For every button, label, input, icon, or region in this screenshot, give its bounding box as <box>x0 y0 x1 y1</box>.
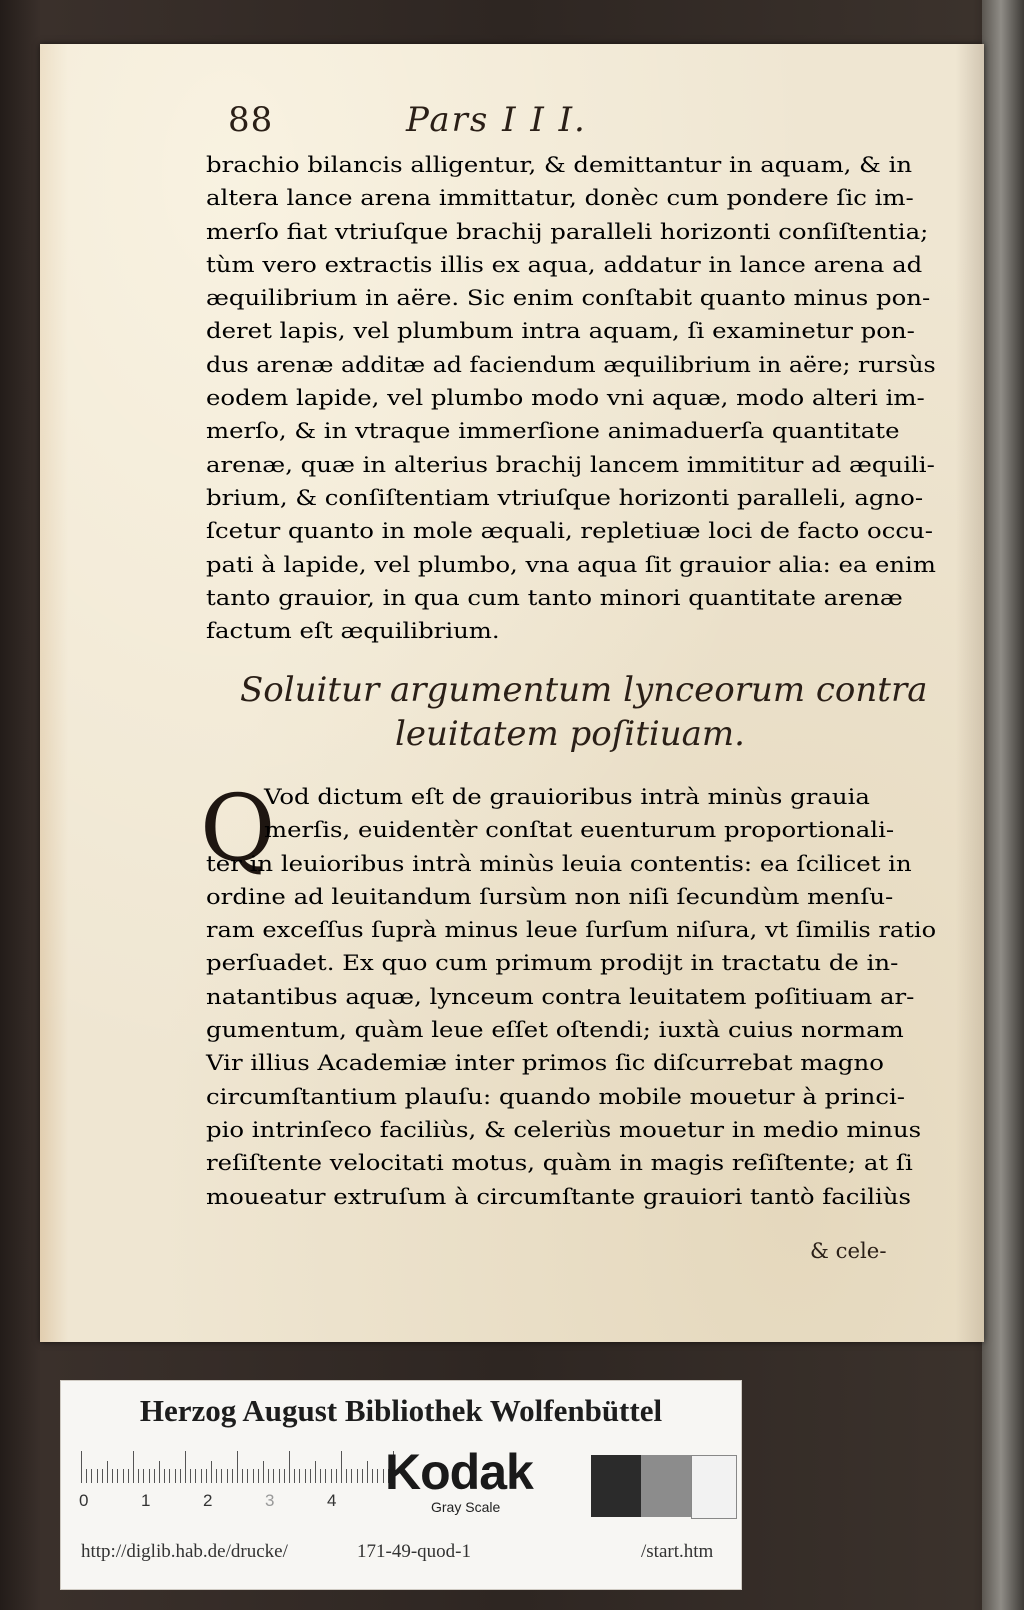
ruler-tick <box>377 1469 378 1483</box>
swatch-light <box>691 1455 737 1519</box>
running-head: Pars I I I. <box>406 100 587 140</box>
scale-number-4: 4 <box>327 1491 337 1510</box>
ruler-tick <box>227 1469 228 1483</box>
ruler-tick <box>112 1469 113 1483</box>
paragraph-2-line: ter in leuioribus intrà minùs leuia contentis: ea ſcilicet in <box>206 850 912 876</box>
ruler-tick <box>325 1469 326 1483</box>
ruler-tick <box>362 1469 363 1483</box>
paragraph-2 <box>206 780 936 1213</box>
ruler-tick <box>206 1469 207 1483</box>
ruler-tick <box>123 1469 124 1483</box>
ruler-tick <box>268 1469 269 1483</box>
heading-line-1: Soluitur argumentum lynceorum contra <box>240 670 928 710</box>
ruler-tick <box>154 1469 155 1483</box>
ruler-tick <box>133 1451 134 1483</box>
ruler-tick <box>299 1469 300 1483</box>
paragraph-2-line: natantibus aquæ, lynceum contra leuitatem poſitiuam ar- <box>206 983 915 1009</box>
paragraph-1-line: pati à lapide, vel plumbo, vna aqua ſit grauior alia: ea enim <box>206 551 936 577</box>
ruler-tick <box>185 1451 186 1483</box>
ruler-tick <box>336 1469 337 1483</box>
scale-number-0: 0 <box>79 1491 89 1510</box>
ruler-tick <box>237 1451 238 1483</box>
paragraph-1-line: arenæ, quæ in alterius brachij lancem immititur ad æquili- <box>206 451 935 477</box>
paragraph-1-line: tùm vero extractis illis ex aqua, addatur in lance arena ad <box>206 251 923 277</box>
ruler-tick <box>164 1469 165 1483</box>
ruler-tick <box>372 1469 373 1483</box>
ruler-tick <box>346 1469 347 1483</box>
paragraph-1-line: ſcetur quanto in mole æquali, repletiuæ loci de facto occu- <box>206 518 933 544</box>
scale-number-3: 3 <box>265 1491 275 1510</box>
ruler-tick <box>315 1461 316 1483</box>
paragraph-2-line: circumſtantium plauſu: quando mobile mouetur à princi- <box>206 1083 906 1109</box>
section-heading <box>240 668 928 756</box>
ruler-tick <box>91 1469 92 1483</box>
paragraph-2-line: reſiſtente velocitati motus, quàm in magis reſiſtente; at ſi <box>206 1150 913 1176</box>
ruler-tick <box>86 1469 87 1483</box>
ruler-tick <box>357 1469 358 1483</box>
paragraph-2-line: ordine ad leuitandum ſursùm non niſi ſecundùm menſu- <box>206 883 894 909</box>
paragraph-1-line: brachio bilancis alligentur, & demittantur in aquam, & in <box>206 152 913 177</box>
page-edge-right <box>982 0 1024 1610</box>
ruler-tick <box>221 1469 222 1483</box>
ruler-tick <box>232 1469 233 1483</box>
paragraph-1-line: merſo fiat vtriuſque brachij paralleli horizonti conſiſtentia; <box>206 218 929 244</box>
paragraph-2-line: ram exceſſus ſuprà minus leue ſurſum niſura, vt ſimilis ratio <box>206 917 937 943</box>
ruler-tick <box>180 1469 181 1483</box>
ruler-tick <box>159 1461 160 1483</box>
paragraph-2-line: gumentum, quàm leue eſſet oſtendi; iuxtà cuius normam <box>206 1017 904 1043</box>
ruler-tick <box>117 1469 118 1483</box>
ruler-tick <box>175 1469 176 1483</box>
ruler-tick <box>383 1469 384 1483</box>
scale-number-1: 1 <box>141 1491 151 1510</box>
ruler-tick <box>253 1469 254 1483</box>
gray-scale-label: Gray Scale <box>431 1499 501 1515</box>
ruler-tick <box>169 1469 170 1483</box>
library-name: Herzog August Bibliothek Wolfenbüttel <box>139 1393 663 1428</box>
drop-cap: Q <box>200 775 276 882</box>
paragraph-2-line: moueatur extruſum à circumſtante grauiori tantò faciliùs <box>206 1183 912 1209</box>
ruler-tick <box>97 1469 98 1483</box>
url-end: /start.htm <box>641 1541 714 1562</box>
ruler-tick <box>143 1469 144 1483</box>
ruler-tick <box>149 1469 150 1483</box>
ruler-scale <box>81 1451 411 1483</box>
paragraph-1-line: merſo, & in vtraque immerſione animaduerſa quantitate <box>206 418 900 444</box>
paragraph-1-line: æquilibrium in aëre. Sic enim conſtabit quanto minus pon- <box>206 285 931 311</box>
ruler-tick <box>216 1469 217 1483</box>
ruler-tick <box>107 1461 108 1483</box>
paragraph-1-line: eodem lapide, vel plumbo modo vni aquæ, modo alteri im- <box>206 385 925 411</box>
ruler-tick <box>263 1461 264 1483</box>
scale-number-2: 2 <box>203 1491 213 1510</box>
paragraph-1-line: deret lapis, vel plumbum intra aquam, ſi examinetur pon- <box>206 318 915 344</box>
ruler-tick <box>201 1469 202 1483</box>
paragraph-1-line: tanto grauior, in qua cum tanto minori quantitate arenæ <box>206 584 903 610</box>
paragraph-2-line: pio intrinſeco faciliùs, & celeriùs mouetur in medio minus <box>206 1116 922 1142</box>
paragraph-2-line: Vod dictum eſt de grauioribus intrà minùs grauia <box>264 784 870 809</box>
ruler-tick <box>247 1469 248 1483</box>
paragraph-2-line: Vir illius Academiæ inter primos ſic diſcurrebat magno <box>206 1050 884 1076</box>
ruler-tick <box>102 1469 103 1483</box>
ruler-tick <box>310 1469 311 1483</box>
ruler-tick <box>279 1469 280 1483</box>
ruler-tick <box>128 1469 129 1483</box>
catchword: & cele- <box>810 1238 887 1263</box>
folio-number: 88 <box>228 100 274 140</box>
ruler-tick <box>211 1461 212 1483</box>
ruler-tick <box>341 1451 342 1483</box>
ruler-tick <box>190 1469 191 1483</box>
paragraph-1-line: brium, & conſiſtentiam vtriuſque horizonti paralleli, agno- <box>206 484 924 510</box>
ruler-tick <box>81 1451 82 1483</box>
ruler-tick <box>273 1469 274 1483</box>
ruler-tick <box>367 1461 368 1483</box>
ruler-tick <box>258 1469 259 1483</box>
url-id: 171-49-quod-1 <box>357 1541 471 1562</box>
swatch-dark <box>591 1455 641 1517</box>
swatch-mid <box>641 1455 691 1517</box>
kodak-logo: Kodak <box>385 1444 533 1500</box>
ruler-tick <box>331 1469 332 1483</box>
ruler-tick <box>242 1469 243 1483</box>
ruler-tick <box>351 1469 352 1483</box>
ruler-tick <box>138 1469 139 1483</box>
paragraph-1-line: dus arenæ additæ ad faciendum æquilibrium in aëre; rursùs <box>206 351 936 377</box>
paragraph-1 <box>206 148 936 647</box>
ruler-tick <box>284 1469 285 1483</box>
ruler-tick <box>320 1469 321 1483</box>
ruler-tick <box>294 1469 295 1483</box>
paragraph-1-line: factum eſt æquilibrium. <box>206 618 500 644</box>
ruler-tick <box>289 1451 290 1483</box>
ruler-tick <box>305 1469 306 1483</box>
color-target-card <box>60 1380 742 1590</box>
heading-line-2: leuitatem poſitiuam. <box>395 714 745 754</box>
url-base: http://diglib.hab.de/drucke/ <box>81 1541 288 1562</box>
paragraph-1-line: altera lance arena immittatur, donèc cum pondere ſic im- <box>206 185 914 211</box>
ruler-tick <box>195 1469 196 1483</box>
paragraph-2-line: perſuadet. Ex quo cum primum prodijt in tractatu de in- <box>206 950 899 976</box>
paragraph-2-line: merſis, euidentèr conſtat euenturum proportionali- <box>264 817 895 843</box>
